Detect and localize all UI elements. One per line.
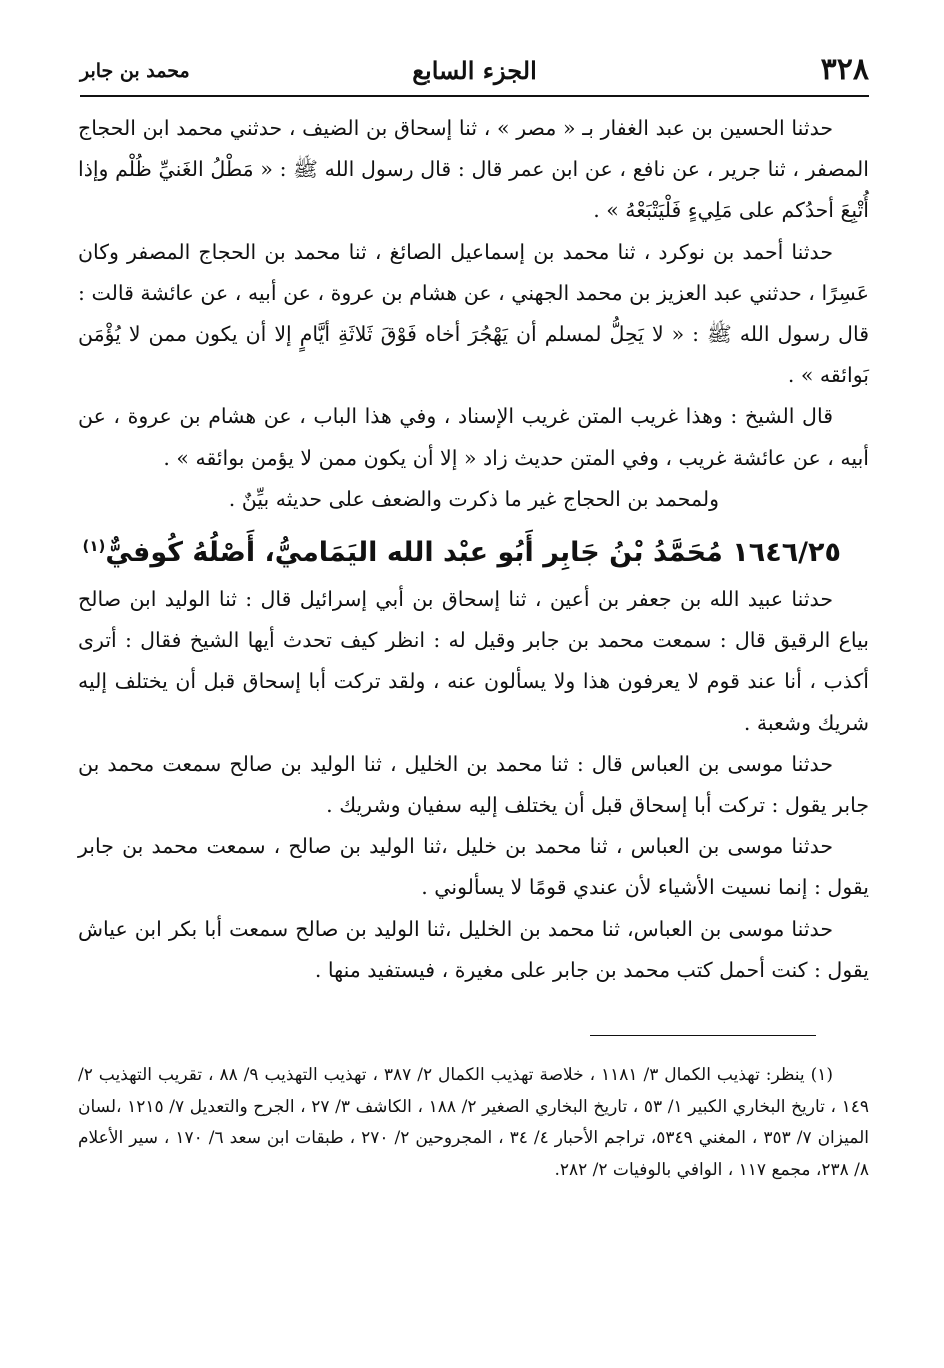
running-title: محمد بن جابر — [80, 60, 190, 82]
paragraph-3: قال الشيخ : وهذا غريب المتن غريب الإسناد ، وفي هذا الباب ، عن هشام بن عروة ، عن أبيه ، عن عائشة غريب ، وفي المتن حديث زاد « إلا أن يكون ممن لا يؤمن بوائقه » . — [78, 404, 869, 470]
paragraph-8: حدثنا موسى بن العباس، ثنا محمد بن الخليل ،ثنا الوليد بن صالح سمعت أبا بكر ابن عياش يقول : كنت أحمل كتب محمد بن جابر على مغيرة ، فيستفيد منها . — [78, 916, 869, 982]
volume-title: الجزء السابع — [412, 56, 537, 85]
biography-heading — [78, 522, 869, 577]
paragraph-2: حدثنا أحمد بن نوكرد ، ثنا محمد بن إسماعيل الصائغ ، ثنا محمد بن الحجاج المصفر وكان عَسِرًا ، حدثني عبد العزيز بن محمد الجهني ، عن هشام بن عروة ، عن أبيه ، عن عائشة قالت : قال رسول الله ﷺ : « لا يَحِلُّ لمسلم أن يَهْجُرَ أخاه فَوْقَ ثَلاثَةِ أيَّامٍ إلا أن يكون ممن لا يُؤْمَن بَوائقه » . — [78, 239, 869, 388]
paragraph-7: حدثنا موسى بن العباس ، ثنا محمد بن خليل ،ثنا الوليد بن صالح ، سمعت محمد بن جابر يقول : إنما نسيت الأشياء لأن عندي قومًا لا يسألوني . — [78, 834, 869, 900]
paragraph-5: حدثنا عبيد الله بن جعفر بن أعين ، ثنا إسحاق بن أبي إسرائيل قال : ثنا الوليد ابن صالح بياع الرقيق قال : سمعت محمد بن جابر وقيل له : انظر كيف تحدث أيها الشيخ فقال : أترى أكذب ، أنا عند قوم لا يعرفون هذا ولا يسألون عنه ، ولقد تركت أبا إسحاق قبل أن يختلف إليه شريك وشعبة . — [78, 587, 869, 735]
footnote-marker: (١) — [82, 537, 106, 556]
footnotes — [78, 1060, 869, 1186]
footnote-divider — [590, 1035, 816, 1036]
page-number: ٣٢٨ — [820, 52, 869, 87]
paragraph-4: ولمحمد بن الحجاج غير ما ذكرت والضعف على حديثه بيِّنٌ . — [228, 486, 719, 511]
paragraph-1: حدثنا الحسين بن عبد الغفار بـ « مصر » ، ثنا إسحاق بن الضيف ، حدثني محمد ابن الحجاج المصفر ، ثنا جرير ، عن نافع ، عن ابن عمر قال : قال رسول الله ﷺ : « مَطْلُ الغَنيِّ ظُلْم وإذا أُتْبِعَ أحدُكم على مَلِيءٍ فَلْيَتْبَعْهُ » . — [78, 116, 869, 223]
main-text — [78, 108, 869, 991]
page-header — [80, 52, 869, 96]
paragraph-6: حدثنا موسى بن العباس قال : ثنا محمد بن الخليل ، ثنا الوليد بن صالح سمعت محمد بن جابر يقول : تركت أبا إسحاق قبل أن يختلف إليه سفيان وشريك . — [78, 751, 869, 818]
biography-heading-text: ١٦٤٦/٢٥ مُحَمَّدُ بْنُ جَابِر أَبُو عبْد الله اليَمَاميُّ، أَصْلُهُ كُوفيٌّ — [105, 537, 841, 569]
footnote-1: (١) ينظر: تهذيب الكمال ٣/ ١١٨١ ، خلاصة تهذيب الكمال ٢/ ٣٨٧ ، تهذيب التهذيب ٩/ ٨٨ ، تقريب التهذيب ٢/ ١٤٩ ، تاريخ البخاري الكبير ١/ ٥٣ ، تاريخ البخاري الصغير ٢/ ١٨٨ ، الكاشف ٣/ ٢٧ ، الجرح والتعديل ٧/ ١٢١٥ ،لسان الميزان ٧/ ٣٥٣ ، المغني ٥٣٤٩، تراجم الأحبار ٤/ ٣٤ ، المجروحين ٢/ ٢٧٠ ، طبقات ابن سعد ٦/ ١٧٠ ، سير الأعلام ٨/ ٢٣٨، مجمع ١١٧ ، الوافي بالوفيات ٢/ ٢٨٢. — [78, 1065, 870, 1180]
header-divider — [80, 95, 869, 97]
